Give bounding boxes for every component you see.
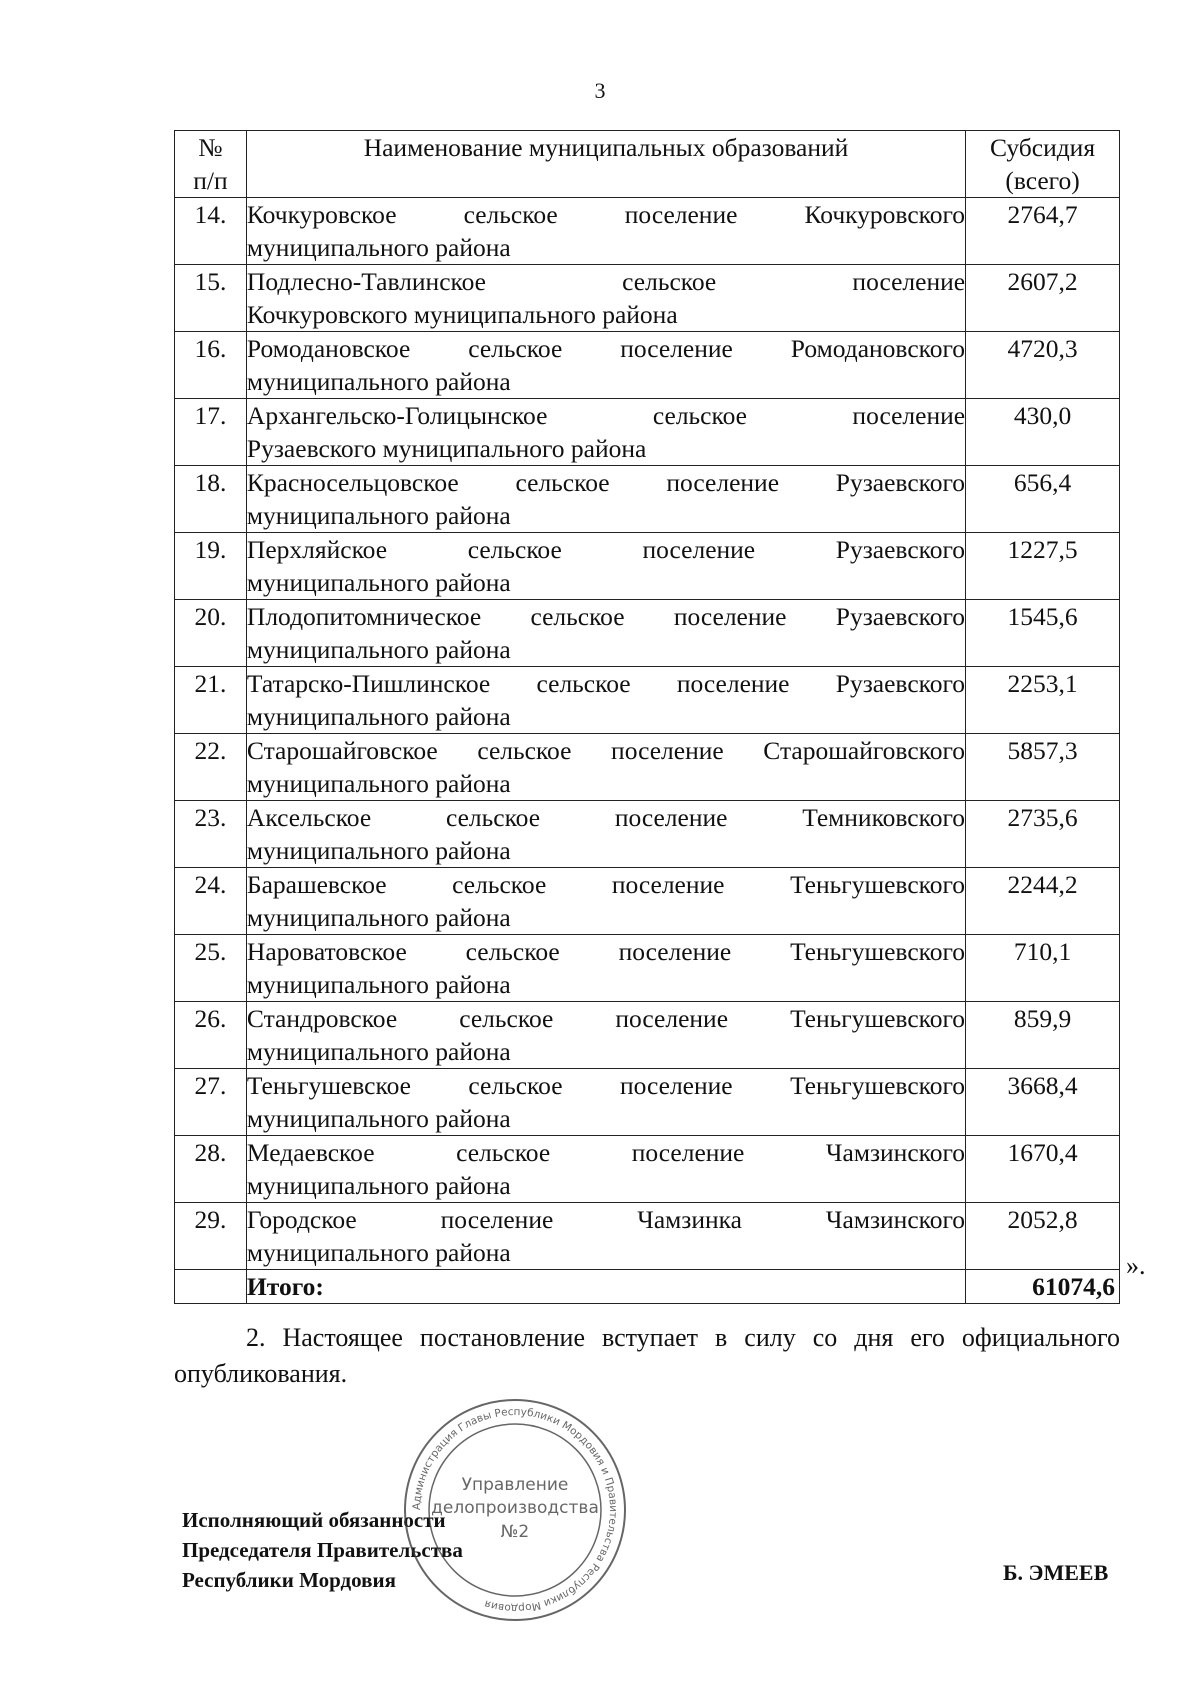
row-municipality — [246, 801, 965, 868]
row-municipality-line1: Городское поселение Чамзинка Чамзинского — [246, 1205, 966, 1234]
effective-date-paragraph: 2. Настоящее постановление вступает в силу со дня его официального опубликования. — [174, 1323, 1120, 1388]
table-row — [175, 198, 1120, 265]
row-municipality-line2: муниципального района — [246, 635, 511, 664]
header-number-abbr: п/п — [193, 166, 228, 195]
row-municipality — [246, 533, 965, 600]
row-municipality — [246, 600, 965, 667]
row-municipality-line2: Рузаевского муниципального района — [246, 434, 647, 463]
row-municipality-line2: муниципального района — [246, 702, 511, 731]
row-number: 14. — [175, 198, 247, 265]
row-municipality-line1: Стандровское сельское поселение Теньгушевского — [246, 1004, 966, 1033]
closing-quote: ». — [1126, 1251, 1146, 1280]
row-municipality — [246, 734, 965, 801]
row-municipality-line2: муниципального района — [246, 903, 511, 932]
table-row — [175, 734, 1120, 801]
row-municipality — [246, 1002, 965, 1069]
row-municipality-line1: Красносельцовское сельское поселение Рузаевского — [246, 468, 966, 497]
row-municipality — [246, 332, 965, 399]
row-number: 17. — [175, 399, 247, 466]
row-municipality-line2: муниципального района — [246, 568, 511, 597]
table-row — [175, 667, 1120, 734]
row-number: 16. — [175, 332, 247, 399]
row-subsidy: 859,9 — [966, 1002, 1120, 1069]
row-municipality-line2: муниципального района — [246, 1238, 511, 1267]
row-municipality-line2: муниципального района — [246, 769, 511, 798]
header-name: Наименование муниципальных образований — [246, 131, 965, 198]
table-row — [175, 265, 1120, 332]
table-row — [175, 533, 1120, 600]
table-row — [175, 1002, 1120, 1069]
row-municipality — [246, 868, 965, 935]
row-municipality-line1: Татарско-Пишлинское сельское поселение Рузаевского — [246, 669, 966, 698]
row-subsidy: 2607,2 — [966, 265, 1120, 332]
stamp-ring-text: Администрация Главы Республики Мордовия и Правительства Республики Мордовия — [410, 1405, 620, 1615]
row-municipality-line1: Старошайговское сельское поселение Старошайговского — [246, 736, 966, 765]
row-municipality-line1: Ромодановское сельское поселение Ромодановского — [246, 334, 966, 363]
header-subsidy-line1: Субсидия — [989, 133, 1096, 162]
table-header-row — [175, 131, 1120, 198]
stamp-line2: делопроизводства — [431, 1498, 599, 1518]
row-municipality-line1: Плодопитомническое сельское поселение Рузаевского — [246, 602, 966, 631]
row-number: 25. — [175, 935, 247, 1002]
table-row — [175, 1069, 1120, 1136]
row-subsidy: 2735,6 — [966, 801, 1120, 868]
signature-title-line2: Председателя Правительства — [182, 1538, 463, 1562]
table-row — [175, 466, 1120, 533]
row-subsidy: 1227,5 — [966, 533, 1120, 600]
table-row — [175, 1203, 1120, 1270]
row-number: 22. — [175, 734, 247, 801]
row-subsidy: 2253,1 — [966, 667, 1120, 734]
row-municipality-line1: Теньгушевское сельское поселение Теньгушевского — [246, 1071, 966, 1100]
table-row — [175, 935, 1120, 1002]
row-municipality — [246, 198, 965, 265]
row-number: 18. — [175, 466, 247, 533]
signature-title-line3: Республики Мордовия — [182, 1568, 396, 1592]
row-number: 20. — [175, 600, 247, 667]
table-row — [175, 399, 1120, 466]
table-row — [175, 600, 1120, 667]
row-municipality — [246, 1203, 965, 1270]
row-number: 24. — [175, 868, 247, 935]
row-number: 19. — [175, 533, 247, 600]
row-municipality-line2: муниципального района — [246, 1171, 511, 1200]
header-subsidy-line2: (всего) — [1005, 166, 1080, 195]
row-subsidy: 2052,8 — [966, 1203, 1120, 1270]
row-municipality — [246, 1069, 965, 1136]
row-municipality-line2: муниципального района — [246, 970, 511, 999]
row-municipality-line1: Перхляйское сельское поселение Рузаевского — [246, 535, 966, 564]
page-number: 3 — [594, 78, 606, 103]
row-subsidy: 5857,3 — [966, 734, 1120, 801]
stamp-line3: №2 — [500, 1522, 530, 1542]
row-subsidy: 4720,3 — [966, 332, 1120, 399]
row-subsidy: 2764,7 — [966, 198, 1120, 265]
row-municipality-line1: Архангельско-Голицынское сельское поселение — [246, 401, 966, 430]
row-municipality-line2: муниципального района — [246, 1104, 511, 1133]
row-municipality — [246, 935, 965, 1002]
row-municipality-line2: Кочкуровского муниципального района — [246, 300, 678, 329]
row-municipality-line2: муниципального района — [246, 233, 511, 262]
subsidy-table — [174, 130, 1120, 1304]
row-number: 27. — [175, 1069, 247, 1136]
row-number: 28. — [175, 1136, 247, 1203]
row-municipality-line2: муниципального района — [246, 501, 511, 530]
row-subsidy: 430,0 — [966, 399, 1120, 466]
table-row — [175, 868, 1120, 935]
row-municipality-line2: муниципального района — [246, 367, 511, 396]
row-municipality — [246, 265, 965, 332]
row-municipality-line2: муниципального района — [246, 836, 511, 865]
row-municipality — [246, 1136, 965, 1203]
row-subsidy: 3668,4 — [966, 1069, 1120, 1136]
table-row — [175, 332, 1120, 399]
row-municipality-line2: муниципального района — [246, 1037, 511, 1066]
row-municipality-line1: Нароватовское сельское поселение Теньгушевского — [246, 937, 966, 966]
row-number: 23. — [175, 801, 247, 868]
row-subsidy: 1545,6 — [966, 600, 1120, 667]
row-subsidy: 656,4 — [966, 466, 1120, 533]
office-stamp — [400, 1395, 630, 1625]
header-subsidy — [966, 131, 1120, 198]
stamp-line1: Управление — [461, 1475, 569, 1495]
row-municipality-line1: Барашевское сельское поселение Теньгушевского — [246, 870, 966, 899]
header-number-symbol: № — [198, 133, 223, 162]
total-row — [175, 1270, 1120, 1304]
row-municipality-line1: Подлесно-Тавлинское сельское поселение — [246, 267, 966, 296]
row-number: 26. — [175, 1002, 247, 1069]
row-subsidy: 2244,2 — [966, 868, 1120, 935]
header-number — [175, 131, 247, 198]
row-number: 15. — [175, 265, 247, 332]
row-municipality-line1: Кочкуровское сельское поселение Кочкуровского — [246, 200, 966, 229]
total-sum: 61074,6 — [966, 1270, 1120, 1304]
row-number: 21. — [175, 667, 247, 734]
row-municipality — [246, 466, 965, 533]
row-municipality — [246, 667, 965, 734]
signer-name: Б. ЭМЕЕВ — [1003, 1560, 1109, 1585]
table-row — [175, 801, 1120, 868]
table-row — [175, 1136, 1120, 1203]
row-number: 29. — [175, 1203, 247, 1270]
row-municipality-line1: Медаевское сельское поселение Чамзинского — [246, 1138, 966, 1167]
signature-title-line1: Исполняющий обязанности — [182, 1508, 446, 1532]
row-subsidy: 710,1 — [966, 935, 1120, 1002]
total-number-cell — [175, 1270, 247, 1304]
row-municipality-line1: Аксельское сельское поселение Темниковского — [246, 803, 966, 832]
total-label: Итого: — [246, 1270, 965, 1304]
row-municipality — [246, 399, 965, 466]
row-subsidy: 1670,4 — [966, 1136, 1120, 1203]
